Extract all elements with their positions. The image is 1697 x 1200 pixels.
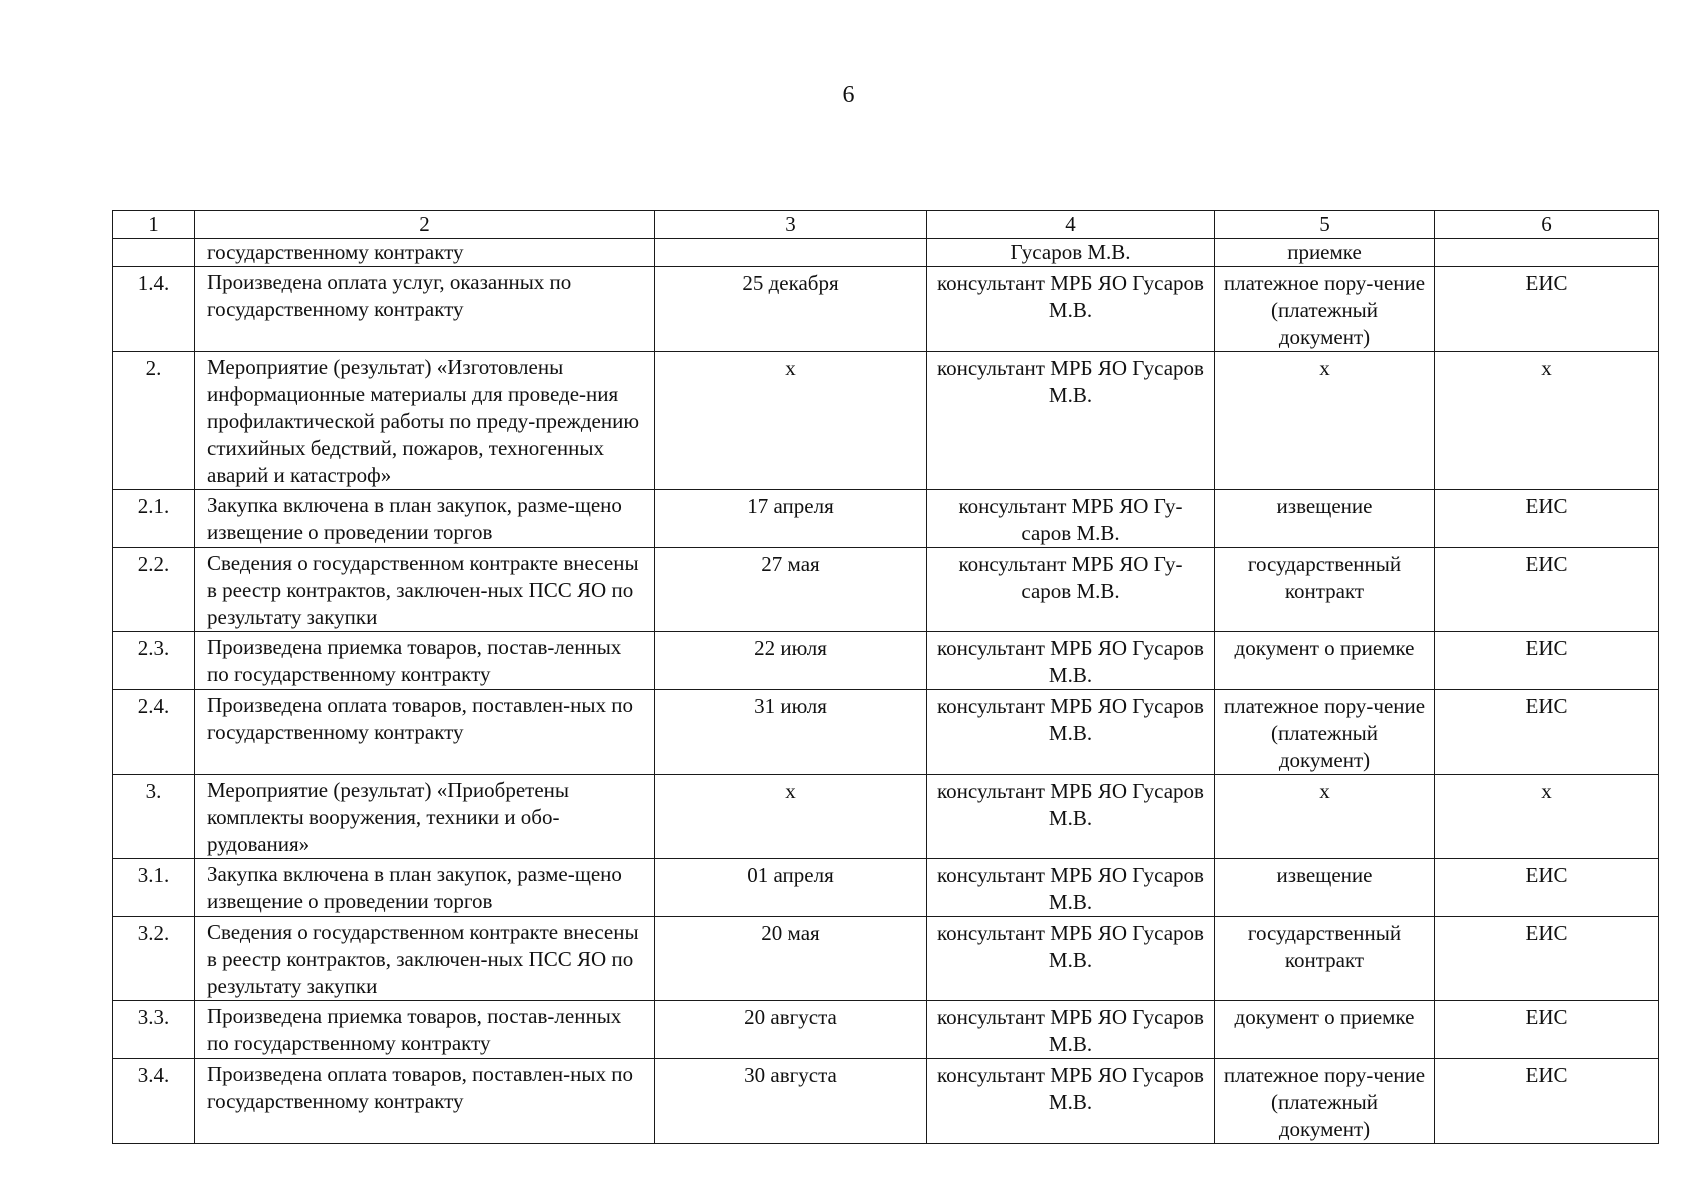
description-cell: Закупка включена в план закупок, разме-щено извещение о проведении торгов [195,490,655,548]
document-type-cell: документ о приемке [1215,632,1435,690]
responsible-cell: консультант МРБ ЯО Гу-саров М.В. [927,548,1215,632]
responsible-cell: консультант МРБ ЯО Гусаров М.В. [927,775,1215,859]
deadline-cell: х [655,352,927,490]
deadline-cell [655,239,927,267]
document-type-cell: платежное пору-чение (платежный документ) [1215,267,1435,352]
document-type-cell: государственный контракт [1215,917,1435,1001]
deadline-cell: 30 августа [655,1059,927,1144]
info-system-cell: ЕИС [1435,859,1659,917]
description-cell: государственному контракту [195,239,655,267]
document-type-cell: платежное пору-чение (платежный документ) [1215,1059,1435,1144]
column-header: 2 [195,211,655,239]
deadline-cell: х [655,775,927,859]
column-header: 4 [927,211,1215,239]
table-row [113,859,1659,917]
deadline-cell: 27 мая [655,548,927,632]
document-type-cell: извещение [1215,490,1435,548]
row-number-cell: 3.4. [113,1059,195,1144]
row-number-cell: 2.3. [113,632,195,690]
description-cell: Сведения о государственном контракте внесены в реестр контрактов, заключен-ных ПСС ЯО по результату закупки [195,548,655,632]
responsible-cell: Гусаров М.В. [927,239,1215,267]
row-number-cell: 3. [113,775,195,859]
deadline-cell: 31 июля [655,690,927,775]
deadline-cell: 25 декабря [655,267,927,352]
responsible-cell: консультант МРБ ЯО Гусаров М.В. [927,352,1215,490]
description-cell: Произведена оплата товаров, поставлен-ных по государственному контракту [195,1059,655,1144]
description-cell: Закупка включена в план закупок, разме-щено извещение о проведении торгов [195,859,655,917]
info-system-cell: ЕИС [1435,917,1659,1001]
row-number-cell: 3.3. [113,1001,195,1059]
description-cell: Произведена приемка товаров, постав-ленных по государственному контракту [195,1001,655,1059]
document-type-cell: документ о приемке [1215,1001,1435,1059]
responsible-cell: консультант МРБ ЯО Гусаров М.В. [927,859,1215,917]
table-row [113,239,1659,267]
info-system-cell: х [1435,352,1659,490]
row-number-cell: 2.2. [113,548,195,632]
row-number-cell: 3.1. [113,859,195,917]
schedule-table [112,210,1659,1144]
responsible-cell: консультант МРБ ЯО Гусаров М.В. [927,1059,1215,1144]
row-number-cell: 2. [113,352,195,490]
column-header: 1 [113,211,195,239]
description-cell: Произведена оплата товаров, поставлен-ных по государственному контракту [195,690,655,775]
table-row [113,1001,1659,1059]
info-system-cell: ЕИС [1435,490,1659,548]
document-type-cell: х [1215,352,1435,490]
info-system-cell: ЕИС [1435,1059,1659,1144]
description-cell: Произведена оплата услуг, оказанных по государственному контракту [195,267,655,352]
info-system-cell: ЕИС [1435,632,1659,690]
description-cell: Произведена приемка товаров, постав-ленных по государственному контракту [195,632,655,690]
column-header: 6 [1435,211,1659,239]
responsible-cell: консультант МРБ ЯО Гусаров М.В. [927,1001,1215,1059]
info-system-cell: х [1435,775,1659,859]
info-system-cell: ЕИС [1435,690,1659,775]
header-row [113,211,1659,239]
responsible-cell: консультант МРБ ЯО Гусаров М.В. [927,267,1215,352]
deadline-cell: 17 апреля [655,490,927,548]
deadline-cell: 01 апреля [655,859,927,917]
info-system-cell: ЕИС [1435,1001,1659,1059]
info-system-cell: ЕИС [1435,548,1659,632]
document-type-cell: х [1215,775,1435,859]
description-cell: Сведения о государственном контракте внесены в реестр контрактов, заключен-ных ПСС ЯО по результату закупки [195,917,655,1001]
table-row [113,352,1659,490]
document-type-cell: приемке [1215,239,1435,267]
responsible-cell: консультант МРБ ЯО Гу-саров М.В. [927,490,1215,548]
deadline-cell: 20 августа [655,1001,927,1059]
table-row [113,267,1659,352]
page-number: 6 [842,82,855,108]
column-header: 3 [655,211,927,239]
table-row [113,1059,1659,1144]
description-cell: Мероприятие (результат) «Изготовлены информационные материалы для проведе-ния профилактической работы по преду-преждению стихийных бедствий, пожаров, техногенных аварий и катастроф» [195,352,655,490]
row-number-cell: 2.1. [113,490,195,548]
info-system-cell: ЕИС [1435,267,1659,352]
table-row [113,917,1659,1001]
document-type-cell: платежное пору-чение (платежный документ) [1215,690,1435,775]
document-type-cell: государственный контракт [1215,548,1435,632]
responsible-cell: консультант МРБ ЯО Гусаров М.В. [927,690,1215,775]
column-header: 5 [1215,211,1435,239]
row-number-cell: 3.2. [113,917,195,1001]
deadline-cell: 20 мая [655,917,927,1001]
responsible-cell: консультант МРБ ЯО Гусаров М.В. [927,917,1215,1001]
row-number-cell: 1.4. [113,267,195,352]
info-system-cell [1435,239,1659,267]
table-row [113,775,1659,859]
table-row [113,548,1659,632]
description-cell: Мероприятие (результат) «Приобретены комплекты вооружения, техники и обо-рудования» [195,775,655,859]
row-number-cell [113,239,195,267]
deadline-cell: 22 июля [655,632,927,690]
table-row [113,490,1659,548]
responsible-cell: консультант МРБ ЯО Гусаров М.В. [927,632,1215,690]
row-number-cell: 2.4. [113,690,195,775]
document-type-cell: извещение [1215,859,1435,917]
table-row [113,632,1659,690]
table-row [113,690,1659,775]
